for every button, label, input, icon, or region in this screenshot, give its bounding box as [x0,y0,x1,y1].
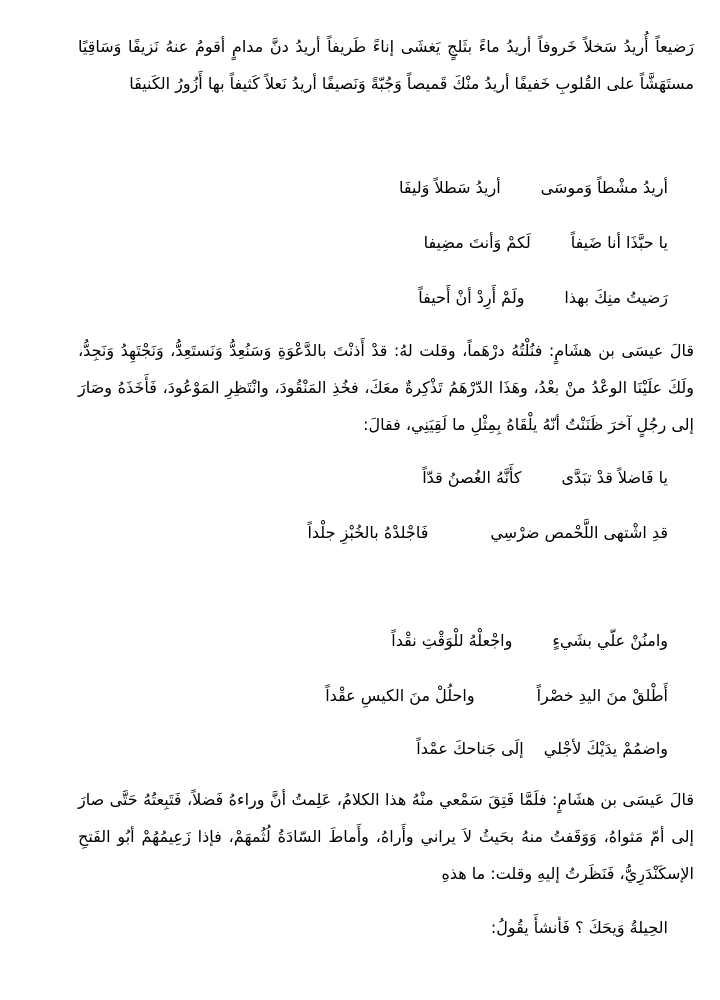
verse-hemistich-left: ولَمْ أَرِدْ أنْ أَحيفاً [418,288,525,307]
verse-hemistich-left: واحلُلْ منَ الكيسِ عقْداً [325,686,475,705]
verse-hemistich-left: كأَنَّهُ الغُصنُ قدّاً [422,468,522,487]
prose-paragraph-3: قالَ عَيسَى بن هشَامٍ: فلَمَّا فَتِقَ سَمْعي منْهُ هذا الكلامُ، عَلِمتُ أنَّ وراءهُ فَضلاً، فَتَبِعتُهُ حَتَّى صارَ إلى أمّ مَثواهُ، وَوَقَفتُ منهُ بحَيثُ لاَ يراني وأَراهُ، وأَماطَ السّادَةُ لُثُمهَمْ، فإذا زَعِيمُهُمْ أبُو الفَتحِ الإسكَنْدَرِيُّ، فَنَظَرتُ إليهِ وقلت: ما هذهِ [78,790,694,883]
verse-line-2 [424,233,668,253]
verse-line-8 [416,739,668,759]
verse-hemistich-right: وامنُنْ علّي بشَيءٍ [552,631,668,650]
verse-line-4 [422,468,668,488]
verse-hemistich-left: أريدُ سَطلاً وَليفَا [398,178,501,197]
prose-paragraph-2: قالَ عيسَى بن هشَامٍ: فنُلْتُهُ درْهَماً، وقلت لهُ: قدْ أَذنْتَ بالدَّعْوَةِ وَسَنُعِدُّ وَنَستَعِدُّ، وَنَجْتَهِدُ وَنَجِدُّ، ولَكَ علَيْنَا الوعْدُ منْ بعْدُ، وهَذَا الدّرْهَمُ تَذْكِرةٌ معَكَ، فخُذِ المَنْقُودَ، وانْتَظِرِ المَوْعُودَ، فَأَخَذَهُ وصَارَ إلى رجُلٍ آخرَ ظَنَنْتُ أنّهُ يلْقَاهُ بِمِثْلِ ما لَقِيَنِي، فقالَ: [78,341,694,434]
prose-closing-line: الحِيلةُ وَيحَكَ ؟ فَأنشأَ يقُولُ: [490,918,668,937]
verse-line-5 [307,523,668,543]
verse-hemistich-left: فَاجْلدْهُ بالخُبْزِ جلْداً [307,523,429,542]
verse-hemistich-left: إلَى جَناحكَ عمْداً [416,739,524,758]
verse-hemistich-right: رَضيتُ منِكَ بهذا [564,288,668,307]
prose-paragraph-1: رَضيعاً أُريدُ سَخلاً خَروفاً أريدُ ماءً بثَلجٍ يَغشَى إناءً طَريفاً أريدُ دنَّ مدامٍ أقومُ عنهُ نَزيفًا وَسَاقِيًا مستَهَشَّاً على القُلوبِ خَفيفًا أريدُ منْكَ قَميصاً وَجُبّةً وَنَصيفًا أريدُ نَعلاً كَثيفاً بها أَزُورُ الكَنيفَا [78,37,694,93]
verse-line-7 [325,686,668,706]
verse-hemistich-left: واجْعلْهُ للْوَقْتِ نقْداً [391,631,513,650]
verse-hemistich-left: لَكمْ وَأنتَ مضِيفا [423,233,531,252]
verse-hemistich-right: يا حبَّذَا أنا ضَيفاً [570,233,668,252]
verse-hemistich-right: قدِ اشْتهى اللَّحْمص ضرْسِي [490,523,668,542]
verse-line-3 [418,288,668,308]
verse-line-1 [399,178,668,198]
verse-hemistich-right: أَطْلقْ منَ اليدِ خصْراً [536,686,668,705]
verse-line-6 [391,631,668,651]
verse-hemistich-right: أريدُ مشْطاً وَموسَى [540,178,668,197]
verse-hemistich-right: يا فَاضلاً قدْ تبَدَّى [561,468,668,487]
verse-hemistich-right: واضمُمْ يدَيْكَ لأجْلي [543,739,668,758]
